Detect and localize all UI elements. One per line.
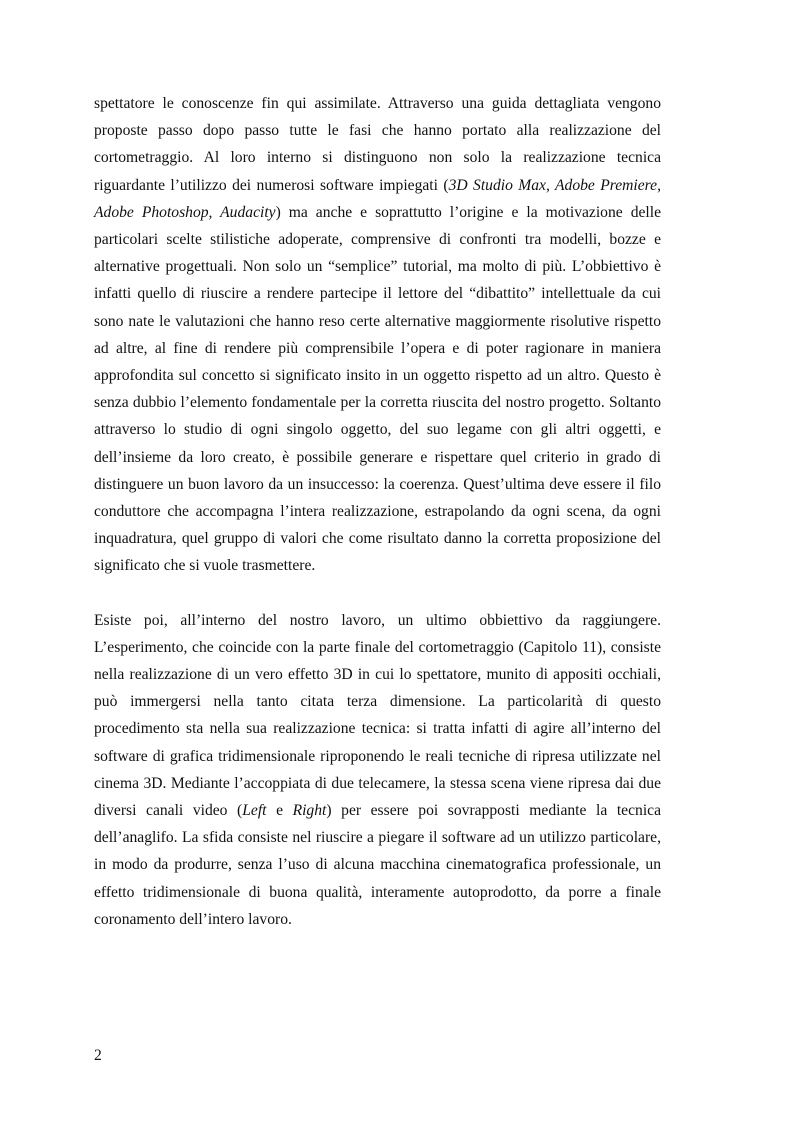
- channel-right-label: Right: [292, 802, 327, 820]
- paragraph-2: [94, 607, 661, 933]
- paragraph-2-text-1: Esiste poi, all’interno del nostro lavoro, un ultimo obbiettivo da raggiungere. L’esperimento, che coincide con la parte finale del cortometraggio (Capitolo 11), consiste nella realizzazione di un vero effetto 3D in cui lo spettatore, munito di appositi occhiali, può immergersi nella tanto citata terza dimensione. La particolarità di questo procedimento sta nella sua realizzazione tecnica: si tratta infatti di agire all’interno del software di grafica tridimensionale riproponendo le reali tecniche di ripresa utilizzate nel cinema 3D. Mediante l’accoppiata di due telecamere, la stessa scena viene ripresa dai due diversi canali video (: [94, 611, 661, 820]
- paragraph-1-text-1: spettatore le conoscenze fin qui assimilate. Attraverso una guida dettagliata vengono proposte passo dopo passo tutte le fasi che hanno portato alla realizzazione del cortometraggio. Al loro interno si distinguono non solo la realizzazione tecnica riguardante l’utilizzo dei numerosi software impiegati (: [94, 95, 661, 194]
- paragraph-2-text-2: ) per essere poi sovrapposti mediante la tecnica dell’anaglifo. La sfida consiste nel riuscire a piegare il software ad un utilizzo particolare, in modo da produrre, senza l’uso di alcuna macchina cinematografica professionale, un effetto tridimensionale di buona qualità, interamente autoprodotto, da porre a finale coronamento dell’intero lavoro.: [94, 802, 661, 928]
- document-body: [94, 90, 661, 933]
- page-number: 2: [94, 1047, 102, 1064]
- paragraph-1-text-2: ) ma anche e soprattutto l’origine e la motivazione delle particolari scelte stilistiche adoperate, comprensive di confronti tra modelli, bozze e alternative progettuali. Non solo un “semplice” tutorial, ma molto di più. L’obbiettivo è infatti quello di riuscire a rendere partecipe il lettore del “dibattito” intellettuale da cui sono nate le valutazioni che hanno reso certe alternative maggiormente risolutive rispetto ad altre, al fine di rendere più comprensibile l’opera e di poter ragionare in maniera approfondita sul concetto si significato insito in un oggetto rispetto ad un altro. Questo è senza dubbio l’elemento fondamentale per la corretta riuscita del nostro progetto. Soltanto attraverso lo studio di ogni singolo oggetto, del suo legame con gli altri oggetti, e dell’insieme da loro creato, è possibile generare e rispettare quel criterio in grado di distinguere un buon lavoro da un insuccesso: la coerenza. Quest’ultima deve essere il filo conduttore che accompagna l’intera realizzazione, estrapolando da ogni scena, da ogni inquadratura, quel gruppo di valori che come risultato danno la corretta proposizione del significato che si vuole trasmettere.: [94, 203, 661, 575]
- paragraph-1: [94, 90, 661, 580]
- paragraph-2-conjunction: e: [266, 802, 293, 820]
- channel-left-label: Left: [242, 802, 267, 820]
- software-list: 3D Studio Max, Adobe Premiere, Adobe Photoshop, Audacity: [94, 176, 661, 221]
